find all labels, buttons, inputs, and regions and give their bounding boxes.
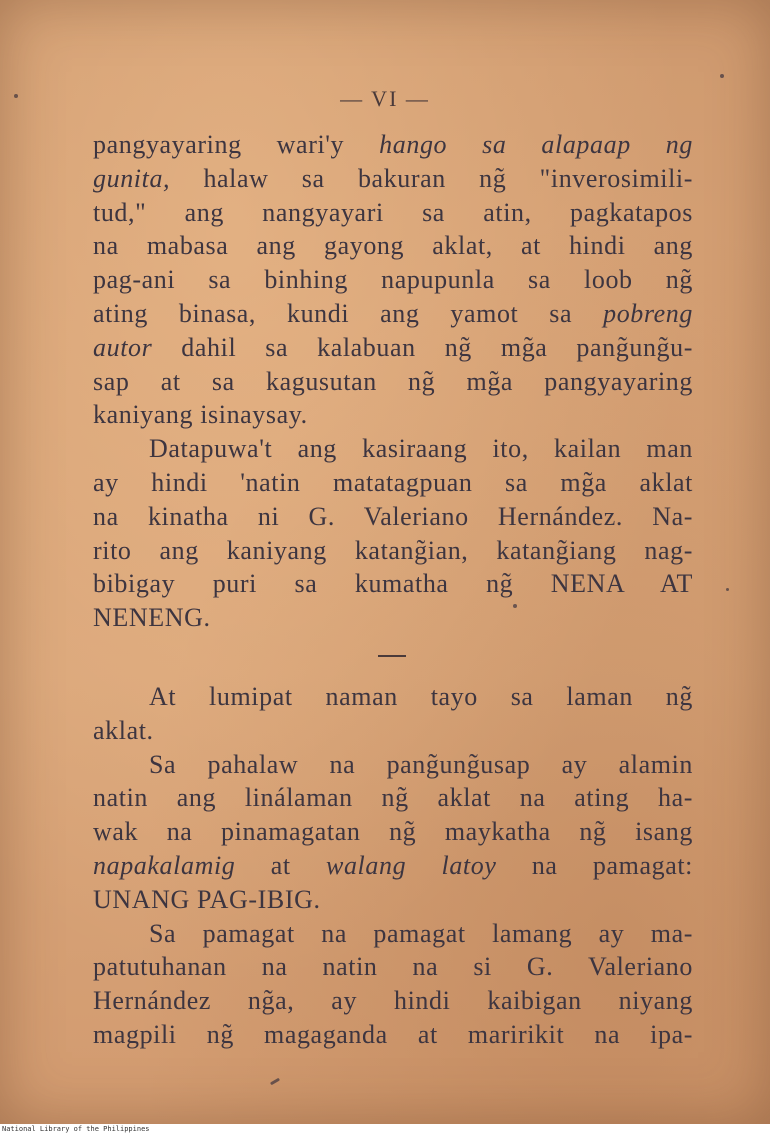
text-line-23: Sa pamagat na pamagat lamang ay ma- — [149, 918, 693, 948]
text-line-1: pangyayaring wari'y hango sa alapaap ng — [93, 130, 693, 159]
ink-speck — [14, 94, 18, 98]
library-credit: National Library of the Philippines — [2, 1125, 150, 1133]
ink-speck — [270, 1078, 280, 1086]
text-line-5: pag-ani sa binhing napupunla sa loob ng̃ — [93, 265, 693, 295]
text-line-6: ating binasa, kundi ang yamot sa pobreng — [93, 298, 693, 328]
text-line-25: Hernández ng̃a, ay hindi kaibigan niyang — [93, 986, 693, 1016]
paragraph-2 — [93, 680, 693, 1052]
ink-speck — [720, 74, 724, 78]
text-line-24: patutuhanan na natin na si G. Valeriano — [93, 952, 693, 982]
text-line-21: napakalamig at walang latoy na pamagat: — [93, 850, 693, 880]
text-line-15: NENENG. — [93, 603, 211, 633]
text-line-2: gunita, halaw sa bakuran ng̃ "inverosimili- — [93, 163, 693, 193]
text-line-22: UNANG PAG-IBIG. — [93, 884, 321, 914]
text-line-20: wak na pinamagatan ng̃ maykatha ng̃ isang — [93, 817, 693, 847]
section-divider — [378, 655, 406, 657]
text-line-26: magpili ng̃ magaganda at maririkit na ipa- — [93, 1019, 693, 1049]
text-line-8: sap at sa kagusutan ng̃ mg̃a pangyayaring — [93, 366, 693, 396]
paragraph-1 — [93, 128, 693, 635]
text-line-19: natin ang linálaman ng̃ aklat na ating ha- — [93, 783, 693, 813]
text-line-13: rito ang kaniyang katang̃ian, katang̃iang nag- — [93, 535, 693, 565]
text-line-7: autor dahil sa kalabuan ng̃ mg̃a pang̃ung̃u- — [93, 332, 693, 362]
text-line-10: Datapuwa't ang kasiraang ito, kailan man — [149, 434, 693, 464]
text-line-4: na mabasa ang gayong aklat, at hindi ang — [93, 231, 693, 261]
text-line-18: Sa pahalaw na pang̃ung̃usap ay alamin — [149, 749, 693, 779]
ink-speck — [726, 588, 729, 591]
text-line-16: At lumipat naman tayo sa laman ng̃ — [149, 682, 693, 711]
text-line-11: ay hindi 'natin matatagpuan sa mg̃a aklat — [93, 467, 693, 497]
text-line-14: bibigay puri sa kumatha ng̃ NENA AT — [93, 569, 693, 599]
text-line-9: kaniyang isinaysay. — [93, 400, 308, 430]
page-number: — VI — — [340, 86, 430, 111]
ink-speck — [513, 604, 517, 608]
text-line-3: tud," ang nangyayari sa atin, pagkatapos — [93, 197, 693, 227]
text-line-12: na kinatha ni G. Valeriano Hernández. Na- — [93, 501, 693, 531]
text-line-17: aklat. — [93, 715, 154, 745]
